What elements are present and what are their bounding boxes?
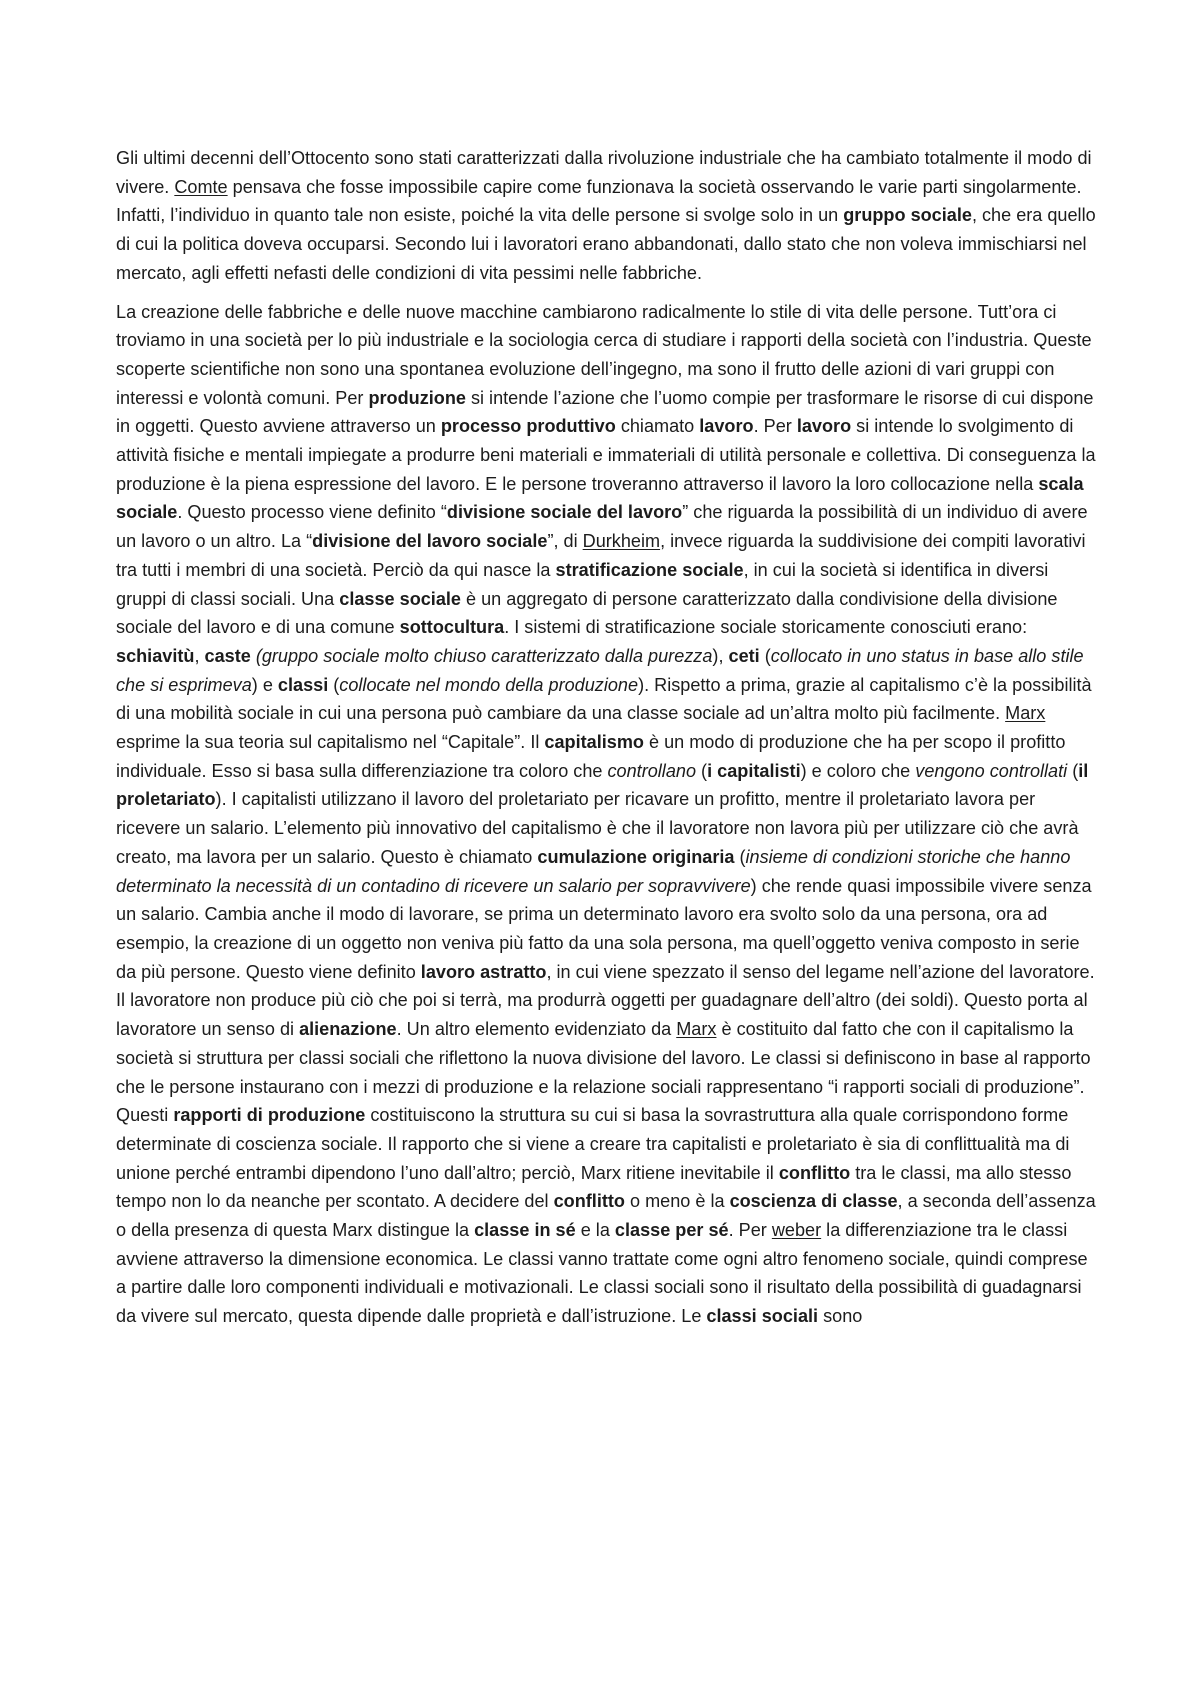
text-run: La creazione delle fabbriche e delle nuove macchine cambiarono radicalmente lo stile di vita delle persone. Tutt’ora ci troviamo in una società per lo più industriale e la sociologia cerca di studiare i rapporti della società con l’industria. Queste scoperte scientifiche non sono una spontanea evoluzione dell’ingegno, ma sono il frutto delle azioni di vari gruppi con interessi e volontà comuni. Per <box>116 301 1092 408</box>
text-run: , <box>194 645 205 666</box>
bold-term: schiavitù <box>116 645 195 666</box>
bold-term: gruppo sociale <box>843 205 972 226</box>
text-run: . Per <box>728 1220 772 1241</box>
text-run: . Un altro elemento evidenziato da <box>396 1019 677 1040</box>
bold-term: lavoro <box>699 416 754 437</box>
bold-term: classe sociale <box>339 588 461 609</box>
bold-term: capitalismo <box>544 732 644 753</box>
italic-text: insieme di condizioni storiche che hanno determinato la necessità di un contadino di ricevere un salario per sopravvivere <box>116 846 1071 896</box>
bold-term: i capitalisti <box>707 760 801 781</box>
bold-term: rapporti di produzione <box>173 1105 366 1126</box>
bold-term: classe in sé <box>474 1220 576 1241</box>
underlined-name: Durkheim <box>582 531 661 552</box>
text-run: ), <box>712 645 729 666</box>
text-run: Gli ultimi decenni dell’Ottocento sono stati caratterizzati dalla rivoluzione industriale che ha cambiato totalmente il modo di vivere. <box>116 148 1092 197</box>
bold-term: conflitto <box>778 1162 851 1183</box>
text-run: si intende l’azione che l’uomo compie per trasformare le risorse di cui dispone in oggetti. Questo avviene attraverso un <box>116 387 1094 437</box>
bold-term: processo produttivo <box>440 416 616 437</box>
paragraph-1 <box>116 144 1096 288</box>
bold-term: classi <box>277 674 329 695</box>
text-run: pensava che fosse impossibile capire come funzionava la società osservando le varie parti singolarmente. Infatti, l’individuo in quanto tale non esiste, poiché la vita delle persone si svolge solo in un <box>116 176 1082 226</box>
underlined-name: Comte <box>174 176 228 197</box>
bold-term: lavoro astratto <box>420 961 547 982</box>
bold-term: alienazione <box>299 1019 397 1040</box>
bold-term: classe per sé <box>614 1220 729 1241</box>
text-run: . I sistemi di stratificazione sociale storicamente conosciuti erano: <box>504 617 1028 638</box>
text-run: sono <box>818 1306 863 1327</box>
bold-term: caste <box>204 645 251 666</box>
text-run: esprime la sua teoria sul capitalismo nel “Capitale”. Il <box>116 732 545 753</box>
text-run: ). I capitalisti utilizzano il lavoro del proletariato per ricavare un profitto, mentre il proletariato lavora per ricevere un salario. L’elemento più innovativo del capitalismo è che il lavoratore non lavora più per utilizzare ciò che avrà creato, ma lavora per un salario. Questo è chiamato <box>116 789 1079 867</box>
text-run: è un aggregato di persone caratterizzato dalla condivisione della divisione sociale del lavoro e di una comune <box>116 588 1058 638</box>
bold-term: produzione <box>368 387 466 408</box>
document-page <box>116 144 1096 1331</box>
italic-text: collocate nel mondo della produzione <box>339 674 639 695</box>
bold-term: divisione sociale del lavoro <box>446 502 683 523</box>
bold-term: divisione del lavoro sociale <box>312 531 548 552</box>
text-run: ( <box>1067 760 1079 781</box>
text-run: . Questo processo viene definito “ <box>177 502 447 523</box>
text-run: , in cui la società si identifica in diversi gruppi di classi sociali. Una <box>116 559 1049 609</box>
italic-text: collocato in uno status in base allo stile che si esprimeva <box>116 645 1084 695</box>
text-run: ( <box>328 674 340 695</box>
paragraph-2 <box>116 298 1096 1331</box>
bold-term: sottocultura <box>399 617 505 638</box>
bold-term: coscienza di classe <box>729 1191 898 1212</box>
bold-term: lavoro <box>796 416 852 437</box>
italic-text: (gruppo sociale molto chiuso caratterizzato dalla purezza <box>255 645 713 666</box>
text-run: ”, di <box>547 531 583 552</box>
bold-term: classi sociali <box>706 1306 819 1327</box>
text-run: o meno è la <box>624 1191 730 1212</box>
text-run: , che era quello di cui la politica doveva occuparsi. Secondo lui i lavoratori erano abbandonati, dallo stato che non voleva immischiarsi nel mercato, agli effetti nefasti delle condizioni di vita pessimi nelle fabbriche. <box>116 205 1096 283</box>
underlined-name: Marx <box>676 1019 717 1040</box>
bold-term: scala sociale <box>116 473 1084 523</box>
bold-term: cumulazione originaria <box>537 846 735 867</box>
text-run: ) e coloro che <box>800 760 916 781</box>
text-run: ) e <box>251 674 278 695</box>
text-run: , invece riguarda la suddivisione dei compiti lavorativi tra tutti i membri di una società. Perciò da qui nasce la <box>116 531 1086 580</box>
text-run: costituiscono la struttura su cui si basa la sovrastruttura alla quale corrispondono forme determinate di coscienza sociale. Il rapporto che si viene a creare tra capitalisti e proletariato è sia di conflittualità ma di unione perché entrambi dipendono l’uno dall’altro; perciò, Marx ritiene inevitabile il <box>116 1105 1070 1183</box>
italic-text: controllano <box>607 760 697 781</box>
bold-term: ceti <box>728 645 760 666</box>
text-run: chiamato <box>615 416 700 437</box>
underlined-name: Marx <box>1005 703 1046 724</box>
text-run: la differenziazione tra le classi avviene attraverso la dimensione economica. Le classi vanno trattate come ogni altro fenomeno sociale, quindi comprese a partire dalle loro componenti individuali e motivazionali. Le classi sociali sono il risultato della possibilità di guadagnarsi da vivere sul mercato, questa dipende dalle proprietà e dall’istruzione. Le <box>116 1220 1088 1327</box>
italic-text: vengono controllati <box>915 760 1068 781</box>
text-run: è costituito dal fatto che con il capitalismo la società si struttura per classi sociali che riflettono la nuova divisione del lavoro. Le classi si definiscono in base al rapporto che le persone instaurano con i mezzi di produzione e la relazione sociali rappresentano “i rapporti sociali di produzione”. Questi <box>116 1019 1091 1126</box>
text-run: ) che rende quasi impossibile vivere senza un salario. Cambia anche il modo di lavorare, se prima un determinato lavoro era svolto solo da una persona, ora ad esempio, la creazione di un oggetto non veniva più fatto da una sola persona, ma quell’oggetto veniva composto in serie da più persone. Questo viene definito <box>116 875 1092 982</box>
text-run: ” che riguarda la possibilità di un individuo di avere un lavoro o un altro. La “ <box>116 502 1088 552</box>
text-run: , a seconda dell’assenza o della presenza di questa Marx distingue la <box>116 1191 1096 1241</box>
text-run: è un modo di produzione che ha per scopo il profitto individuale. Esso si basa sulla differenziazione tra coloro che <box>116 732 1066 781</box>
text-run: ). Rispetto a prima, grazie al capitalismo c’è la possibilità di una mobilità sociale in cui una persona può cambiare da una classe sociale ad un’altra molto più facilmente. <box>116 674 1092 724</box>
text-run: tra le classi, ma allo stesso tempo non lo da neanche per scontato. A decidere del <box>116 1162 1072 1212</box>
bold-term: conflitto <box>553 1191 625 1212</box>
bold-term: il proletariato <box>116 760 1089 810</box>
text-run: si intende lo svolgimento di attività fisiche e mentali impiegate a produrre beni materiali e immateriali di utilità personale e collettiva. Di conseguenza la produzione è la piena espressione del lavoro. E le persone troveranno attraverso il lavoro la loro collocazione nella <box>116 416 1096 494</box>
text-run: . Per <box>753 416 797 437</box>
underlined-name: weber <box>771 1220 822 1241</box>
bold-term: stratificazione sociale <box>555 559 744 580</box>
text-run: ( <box>696 760 708 781</box>
text-run: e la <box>575 1220 615 1241</box>
text-run: ( <box>759 645 771 666</box>
text-run: ( <box>734 846 746 867</box>
text-run: , in cui viene spezzato il senso del legame nell’azione del lavoratore. Il lavoratore non produce più ciò che poi si terrà, ma produrrà oggetti per guadagnare dell’altro (dei soldi). Questo porta al lavoratore un senso di <box>116 961 1095 1040</box>
